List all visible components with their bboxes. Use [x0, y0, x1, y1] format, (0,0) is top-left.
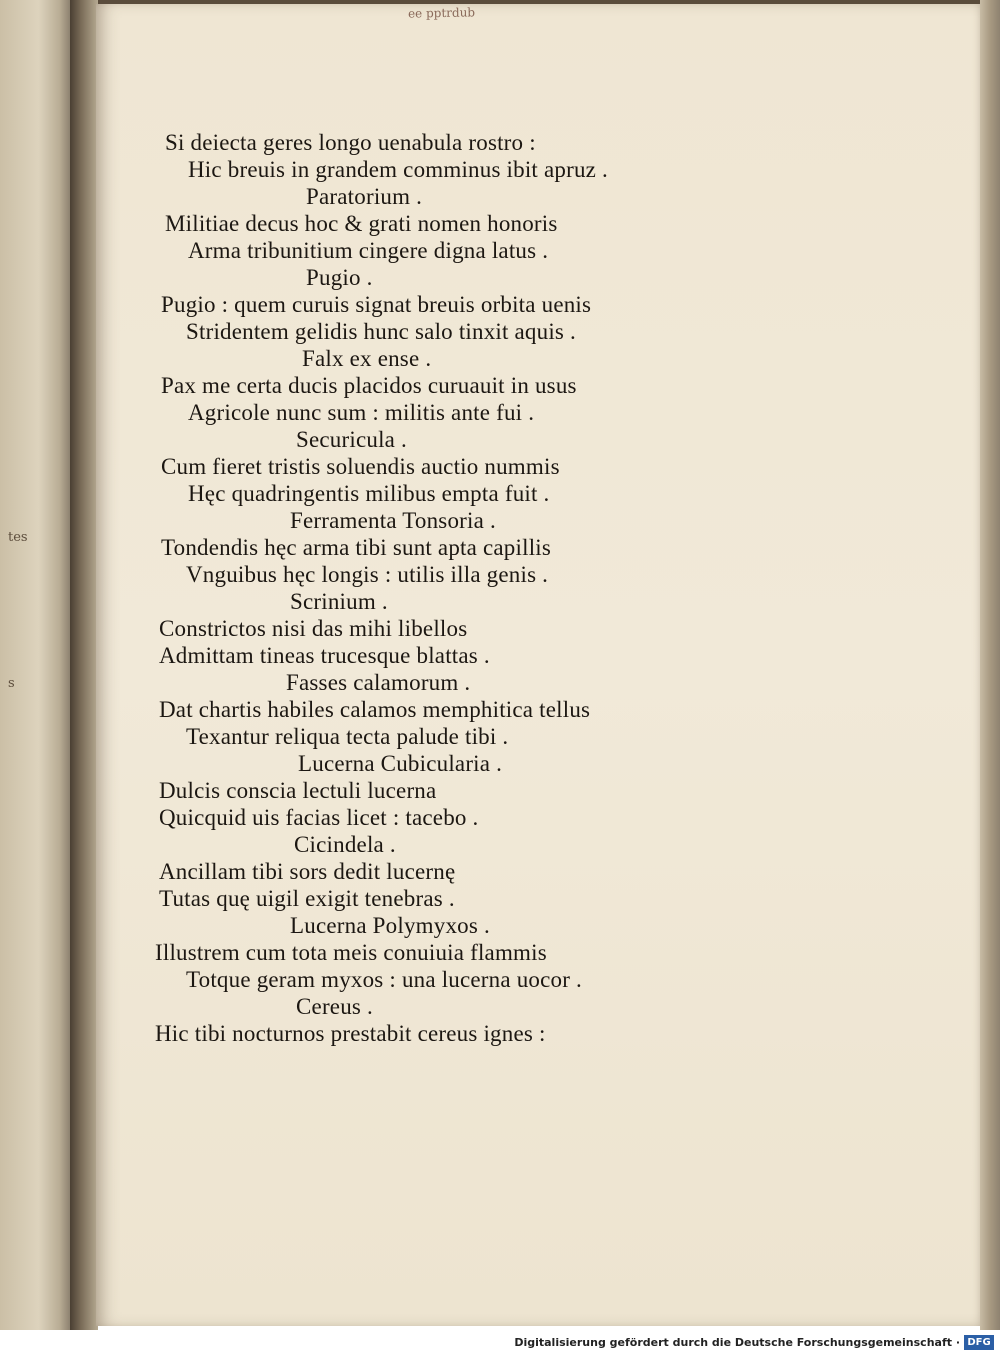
section-heading: Ferramenta Tonsoria . — [290, 508, 496, 533]
section-heading: Cereus . — [296, 994, 373, 1019]
verse-line: Tondendis hęc arma tibi sunt apta capillis — [161, 535, 552, 560]
verse-line: Pugio : quem curuis signat breuis orbita uenis — [161, 292, 592, 317]
verse-line: Quicquid uis facias licet : tacebo . — [159, 805, 479, 830]
verse-line: Hic tibi nocturnos prestabit cereus ignes : — [155, 1021, 546, 1046]
section-heading: Cicindela . — [294, 832, 396, 857]
verse-line: Hęc quadringentis milibus empta fuit . — [188, 481, 550, 506]
verse-line: Pax me certa ducis placidos curuauit in usus — [161, 373, 577, 398]
section-heading: Falx ex ense . — [302, 346, 432, 371]
verse-line: Si deiecta geres longo uenabula rostro : — [165, 130, 536, 155]
verse-line: Hic breuis in grandem comminus ibit apruz . — [188, 157, 608, 182]
verse-line: Constrictos nisi das mihi libellos — [159, 616, 468, 641]
section-heading: Paratorium . — [306, 184, 423, 209]
verse-line: Militiae decus hoc & grati nomen honoris — [165, 211, 558, 236]
verse-line: Vnguibus hęc longis : utilis illa genis . — [186, 562, 549, 587]
left-page-fragment: tes — [8, 530, 28, 545]
verse-line: Dat chartis habiles calamos memphitica tellus — [159, 697, 591, 722]
verse-line: Agricole nunc sum : militis ante fui . — [188, 400, 535, 425]
verse-line: Texantur reliqua tecta palude tibi . — [186, 724, 509, 749]
verse-line: Tutas quę uigil exigit tenebras . — [159, 886, 455, 911]
digitization-footer — [0, 1330, 1000, 1356]
verse-line: Illustrem cum tota meis conuiuia flammis — [155, 940, 547, 965]
dfg-logo-icon: DFG — [964, 1335, 994, 1350]
verse-line: Totque geram myxos : una lucerna uocor . — [186, 967, 582, 992]
section-heading: Pugio . — [306, 265, 373, 290]
section-heading: Securicula . — [296, 427, 407, 452]
verse-line: Dulcis conscia lectuli lucerna — [159, 778, 437, 803]
section-heading: Lucerna Polymyxos . — [290, 913, 490, 938]
verse-line: Admittam tineas trucesque blattas . — [159, 643, 490, 668]
left-page-fragment: s — [8, 676, 15, 691]
section-heading: Fasses calamorum . — [286, 670, 471, 695]
verse-line: Stridentem gelidis hunc salo tinxit aquis . — [186, 319, 576, 344]
verse-line: Arma tribunitium cingere digna latus . — [188, 238, 549, 263]
top-handwritten-annotation: ee pptrdub — [407, 5, 476, 21]
section-heading: Scrinium . — [290, 589, 388, 614]
funding-credit: Digitalisierung gefördert durch die Deutsche Forschungsgemeinschaft · — [514, 1336, 960, 1349]
section-heading: Lucerna Cubicularia . — [298, 751, 503, 776]
verse-line: Ancillam tibi sors dedit lucernę — [159, 859, 456, 884]
verse-line: Cum fieret tristis soluendis auctio nummis — [161, 454, 560, 479]
